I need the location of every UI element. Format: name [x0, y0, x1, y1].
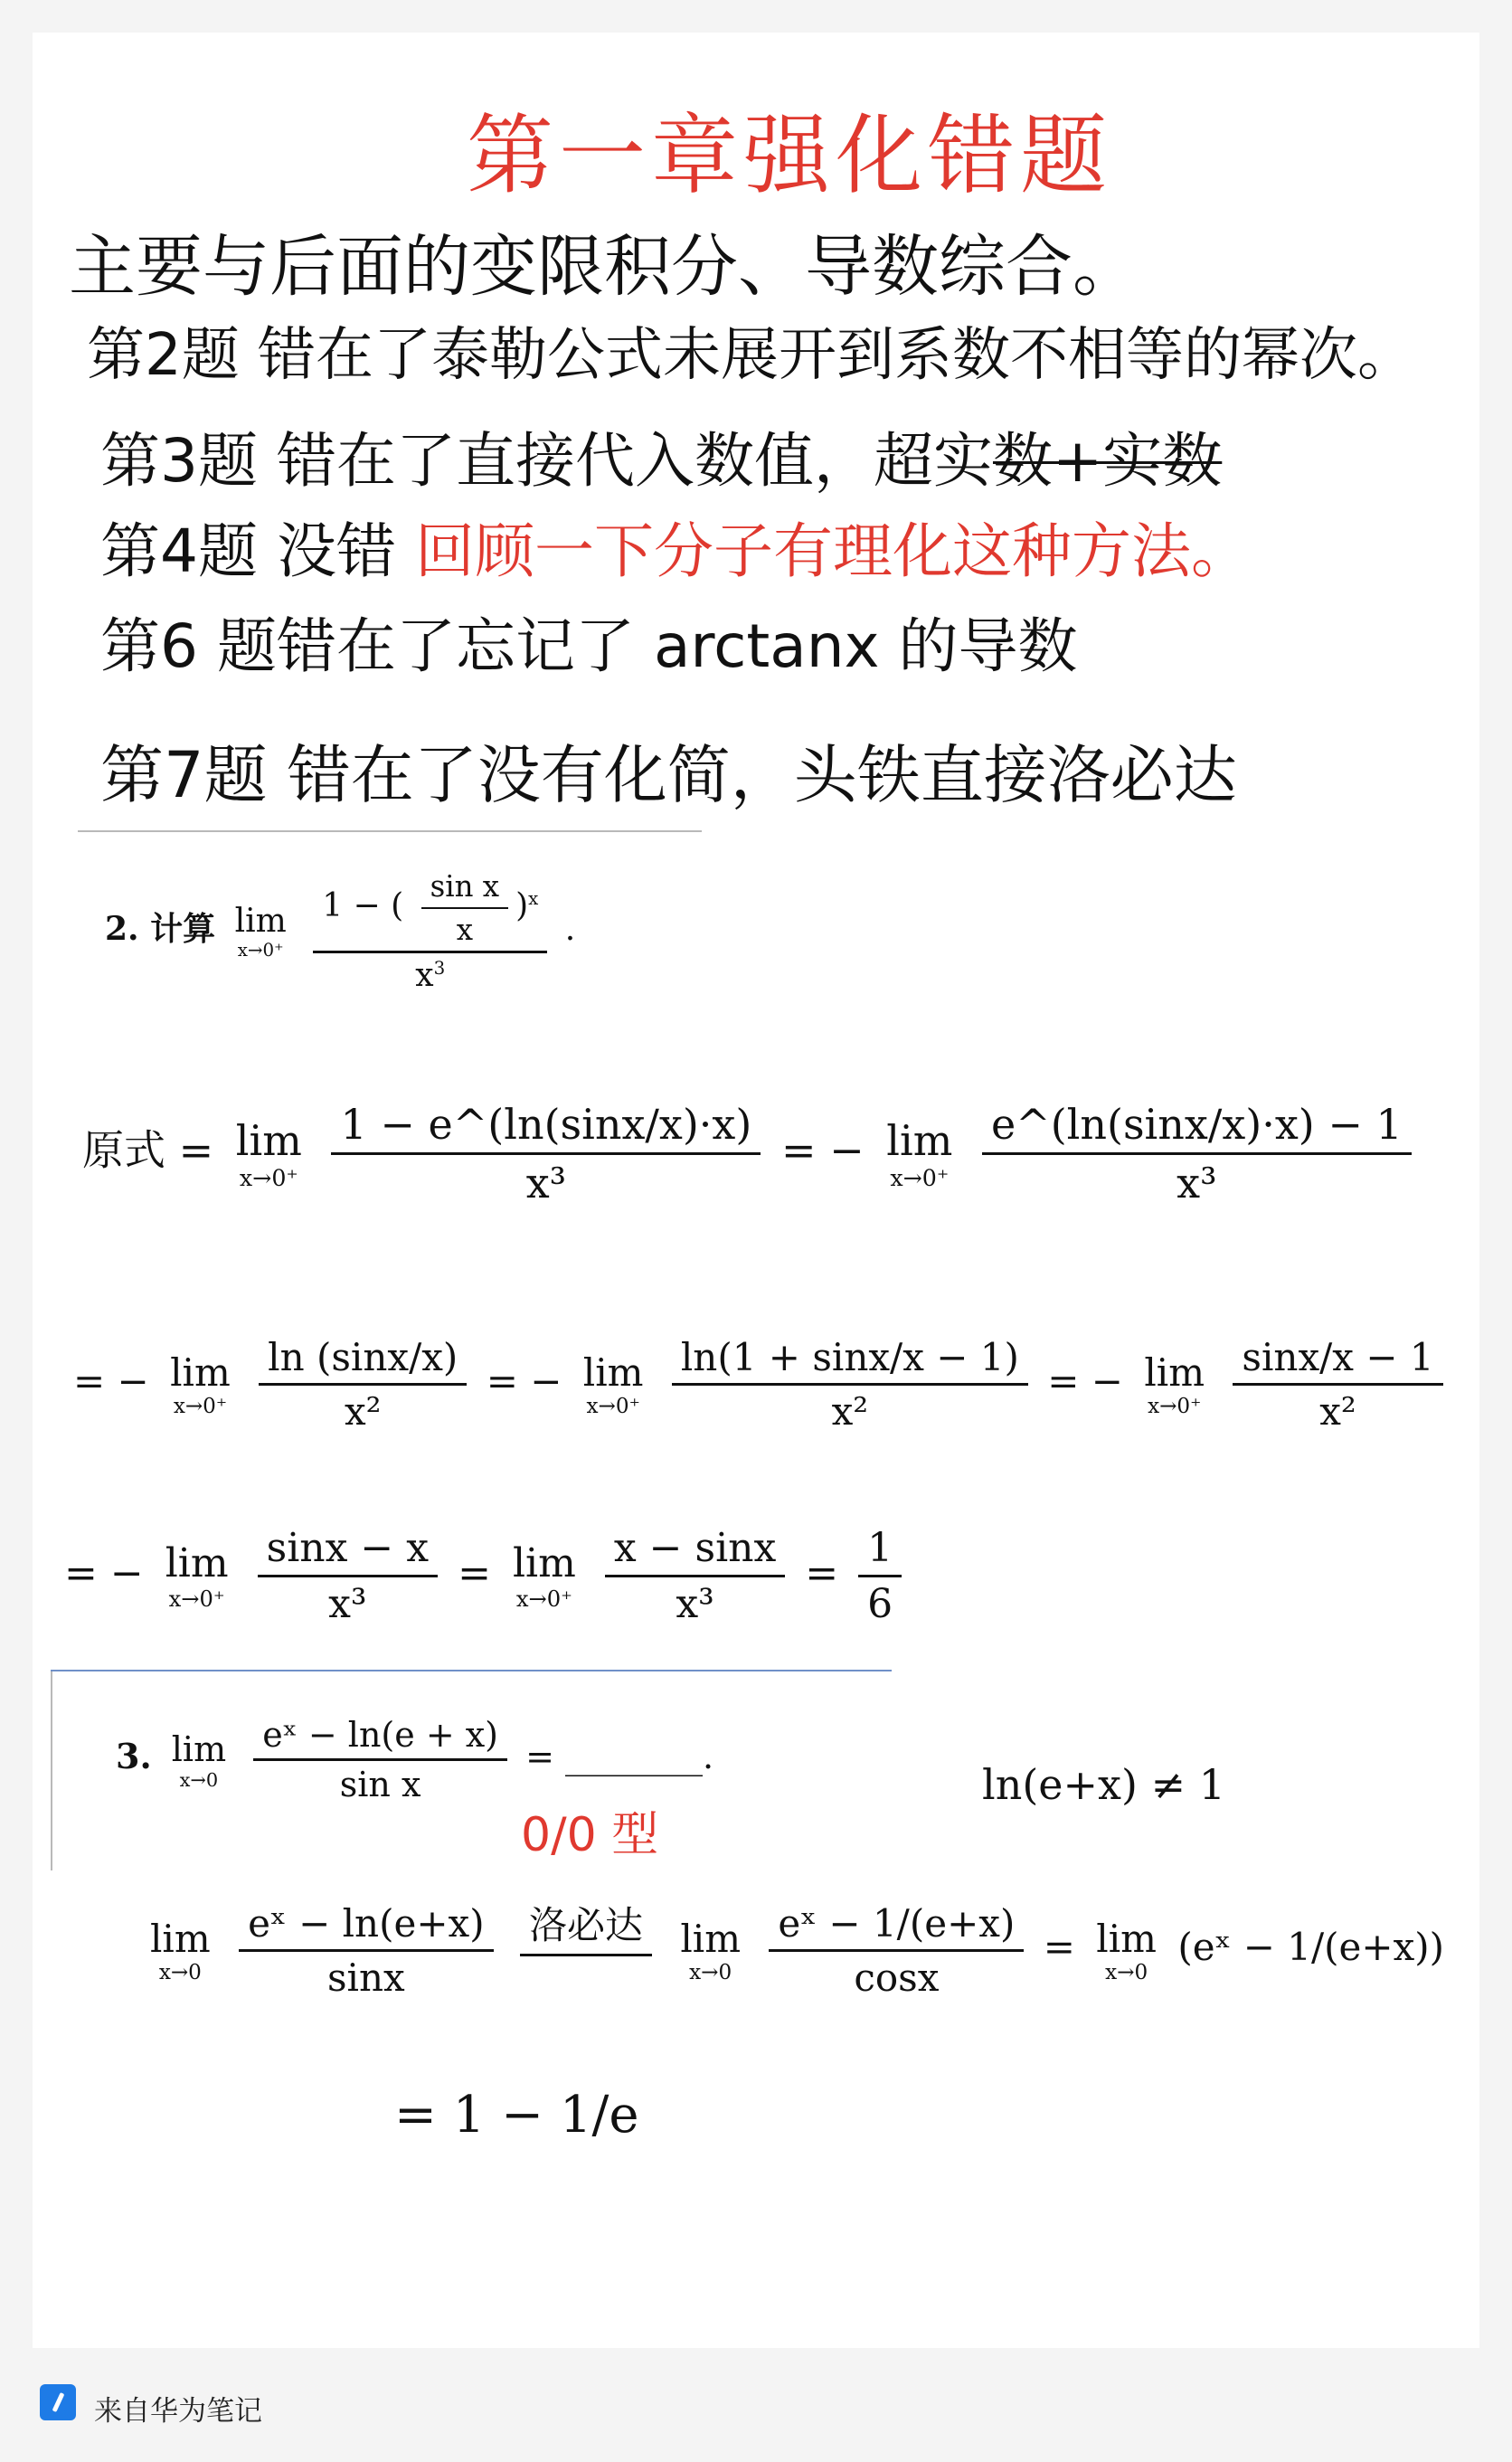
- problem-3-den: sin x: [339, 1765, 421, 1804]
- lim-sub: x→0: [158, 1960, 202, 1984]
- r1-f2-num: e^(ln(sinx/x)·x) − 1: [982, 1100, 1412, 1155]
- note-line-q4: [100, 503, 1251, 589]
- num-part-b: ): [515, 887, 529, 924]
- r2-mid: = −: [486, 1359, 562, 1404]
- num-power: x: [528, 888, 539, 909]
- problem-2-end: .: [564, 911, 576, 948]
- r3-frac-1: [258, 1525, 438, 1627]
- side-note: ln(e+x) ≠ 1: [982, 1760, 1225, 1809]
- huawei-notes-icon: [40, 2384, 76, 2420]
- s3-lim: [150, 1917, 211, 1984]
- r1-lim: [236, 1116, 302, 1191]
- s3-f1-num: eˣ − ln(e+x): [239, 1901, 494, 1952]
- s3-frac-1: [239, 1901, 494, 2000]
- note-line-q3-text: 第3题 错在了直接代入数值，超实: [100, 426, 993, 496]
- s3-f3: (eˣ − 1/(e+x)): [1177, 1925, 1445, 1969]
- problem-2-label: 2. 计算: [105, 910, 216, 948]
- left-bar: [51, 1671, 52, 1870]
- lim-word: lim: [680, 1916, 742, 1961]
- r2-lim: [170, 1350, 231, 1418]
- r2-f2-den: x²: [831, 1389, 869, 1434]
- lim-sub: x→0⁺: [173, 1395, 228, 1418]
- den-base: x: [415, 957, 434, 994]
- r1-f1-den: x³: [525, 1159, 567, 1207]
- divider: [78, 830, 702, 832]
- solution-2-row-2: [73, 1335, 1451, 1434]
- lim-sub: x→0⁺: [168, 1586, 225, 1612]
- lim-word: lim: [1144, 1350, 1205, 1395]
- problem-3-blank: = ________.: [525, 1737, 714, 1776]
- r3-f1-num: sinx − x: [258, 1525, 438, 1577]
- r1-f1-num: 1 − e^(ln(sinx/x)·x): [331, 1100, 761, 1155]
- problem-2-numerator: [313, 869, 547, 953]
- s3-eq: =: [1043, 1925, 1075, 1969]
- r3-lim: [165, 1540, 229, 1612]
- r2-frac-1: [259, 1335, 467, 1434]
- r2-frac-2: [672, 1335, 1028, 1434]
- r2-lim-2: [583, 1350, 644, 1418]
- solution-3-result: = 1 − 1/e: [394, 2086, 639, 2145]
- r3-f1-den: x³: [328, 1581, 367, 1627]
- lim-word: lim: [1096, 1916, 1157, 1961]
- r2-f2-num: ln(1 + sinx/x − 1): [672, 1335, 1028, 1386]
- note-line-q4-text: 第4题 没错: [100, 516, 396, 586]
- note-line-summary: 主要与后面的变限积分、导数综合。: [69, 228, 1139, 306]
- problem-2: [105, 869, 575, 994]
- lim-sub: x→0: [689, 1960, 732, 1984]
- note-line-q4-red: 回顾一下分子有理化这种方法。: [414, 516, 1251, 586]
- problem-3-fraction: [253, 1715, 507, 1804]
- lim-sub: x→0⁺: [586, 1395, 640, 1418]
- problem-2-denominator: [406, 953, 454, 994]
- r3-f2-den: x³: [676, 1581, 714, 1627]
- r2-lead: = −: [73, 1359, 149, 1404]
- r2-f3-num: sinx/x − 1: [1233, 1335, 1442, 1386]
- problem-3-num: eˣ − ln(e + x): [253, 1715, 507, 1761]
- r1-frac-1: [331, 1100, 761, 1207]
- r2-f1-den: x²: [344, 1389, 382, 1434]
- r1-frac-2: [982, 1100, 1412, 1207]
- note-line-q2: 第2题 错在了泰勒公式未展开到系数不相等的幂次。: [87, 322, 1416, 389]
- r3-eq-2: =: [805, 1550, 839, 1596]
- note-line-q3: [100, 412, 1222, 498]
- problem-3-label: 3.: [116, 1736, 152, 1776]
- lim-sub: x→0⁺: [239, 1165, 298, 1191]
- s3-f2-den: cosx: [854, 1955, 940, 2000]
- lim-word: lim: [165, 1540, 229, 1586]
- lim-sub: x→0⁺: [890, 1165, 950, 1191]
- note-line-q7: 第7题 错在了没有化简，头铁直接洛必达: [100, 738, 1237, 812]
- problem-3-lim: [172, 1729, 226, 1791]
- type-note: 0/0 型: [521, 1808, 659, 1862]
- s3-f2-num: eˣ − 1/(e+x): [769, 1901, 1024, 1952]
- lim-sub: x→0: [1105, 1960, 1148, 1984]
- note-line-q6: 第6 题错在了忘记了 arctanx 的导数: [100, 611, 1078, 681]
- inner-fraction: [421, 869, 508, 947]
- num-part-a: 1 − (: [322, 887, 404, 924]
- r2-frac-3: [1233, 1335, 1442, 1434]
- inner-num: sin x: [421, 869, 508, 909]
- r2-f1-num: ln (sinx/x): [259, 1335, 467, 1386]
- lim-word: lim: [886, 1116, 953, 1165]
- r3-f3-num: 1: [858, 1525, 902, 1577]
- r3-lead: = −: [64, 1550, 144, 1596]
- lhopital-arrow: [520, 1896, 652, 2004]
- r3-lim-2: [513, 1540, 576, 1612]
- r1-f2-den: x³: [1177, 1159, 1217, 1207]
- solution-2-row-3: [64, 1525, 909, 1627]
- r3-f2-num: x − sinx: [605, 1525, 785, 1577]
- lim-word: lim: [582, 1350, 644, 1395]
- lim-sub: x→0⁺: [1148, 1395, 1202, 1418]
- r2-mid-2: = −: [1047, 1359, 1123, 1404]
- lim-word: lim: [235, 1116, 302, 1165]
- lim-word: lim: [150, 1916, 211, 1961]
- r2-lim-3: [1144, 1350, 1205, 1418]
- arrow-label: 洛必达: [520, 1896, 652, 1956]
- s3-frac-2: [769, 1901, 1024, 2000]
- lim-word: lim: [512, 1540, 576, 1586]
- solution-2-row-1: [82, 1100, 1419, 1207]
- lim-sub: x→0: [179, 1768, 219, 1791]
- r1-eq: = −: [780, 1125, 865, 1175]
- footer: [0, 2348, 1512, 2462]
- s3-f1-den: sinx: [326, 1955, 405, 2000]
- blue-divider: [51, 1670, 892, 1671]
- lim-word: lim: [234, 903, 287, 940]
- problem-2-lim: [235, 903, 287, 961]
- note-title: 第一章强化错题: [467, 105, 1112, 206]
- note-line-q3-struck: 数+实数: [992, 426, 1223, 496]
- problem-2-fraction: [313, 869, 547, 994]
- r3-eq: =: [458, 1550, 491, 1596]
- note-page: [33, 33, 1479, 2348]
- s3-lim-2: [680, 1917, 741, 1984]
- lim-sub: x→0⁺: [237, 940, 284, 961]
- r3-f3-den: 6: [867, 1581, 893, 1627]
- r3-frac-3: [858, 1525, 902, 1627]
- lim-word: lim: [170, 1350, 231, 1395]
- inner-den: x: [456, 913, 473, 947]
- solution-3-row-1: [141, 1896, 1444, 2004]
- s3-lim-3: [1096, 1917, 1157, 1984]
- r1-lead: 原式 =: [82, 1125, 214, 1175]
- lim-sub: x→0⁺: [515, 1586, 572, 1612]
- problem-3: [116, 1715, 713, 1804]
- r2-f3-den: x²: [1319, 1389, 1356, 1434]
- r3-frac-2: [605, 1525, 785, 1627]
- footer-source: 来自华为笔记: [94, 2395, 262, 2428]
- den-power: 3: [433, 958, 446, 979]
- lim-word: lim: [171, 1728, 227, 1769]
- r1-lim-2: [886, 1116, 952, 1191]
